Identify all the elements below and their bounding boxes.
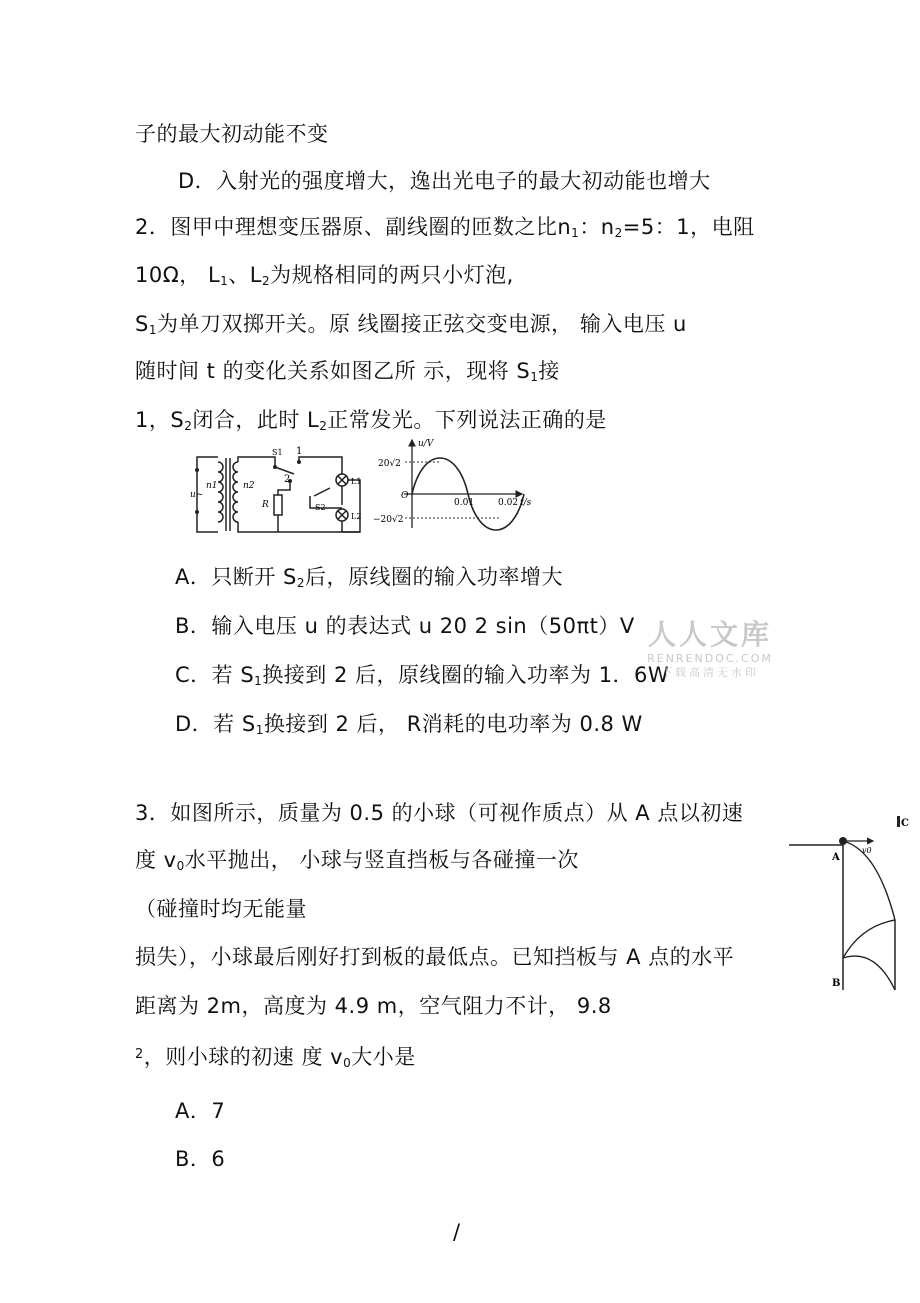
q3-text: 水平抛出， 小球与竖直挡板与各碰撞一次 (184, 848, 579, 872)
subscript: 1 (255, 723, 264, 737)
label-v0: v0 (862, 846, 872, 855)
circuit-diagram (190, 440, 375, 540)
label-pos-1: 1 (296, 446, 303, 457)
corner-mark (897, 816, 900, 827)
q3-option-b: B．6 (175, 1147, 226, 1171)
option-text: 换接到 2 后， R消耗的电功率为 0.8 W (263, 712, 643, 736)
q2-text: =5：1，电阻 (622, 215, 755, 239)
origin-label: O (401, 491, 409, 501)
q2-text: 接 (538, 359, 560, 383)
q3-line-4: 损失），小球最后刚好打到板的最低点。已知挡板与 A 点的水平 (135, 945, 735, 969)
q2-text: ：n (579, 215, 615, 239)
wire-to-lamps (299, 457, 342, 474)
watermark-note: 下载高清无水印 (661, 666, 759, 679)
prev-option-d: D．入射光的强度增大，逸出光电子的最大初动能也增大 (178, 169, 711, 193)
subscript: 1 (148, 323, 157, 337)
trajectory-3 (843, 956, 895, 990)
label-s2: S2 (315, 503, 326, 512)
label-n2: n2 (243, 481, 255, 491)
q2-text: 为单刀双掷开关。原 线圈接正弦交变电源， 输入电压 u (156, 312, 687, 336)
q2-text: 10Ω， L (135, 263, 221, 287)
q2-option-d (175, 710, 643, 744)
x-tick-2: 0.02 (498, 498, 519, 508)
q2-option-b: B．输入电压 u 的表达式 u 20 2 sin（50πt）V (175, 614, 635, 638)
switch-s1-pivot (273, 465, 277, 469)
q2-text: 闭合，此时 L (192, 408, 320, 432)
switch-s1-blade (275, 467, 294, 474)
y-min-label: −20√2 (373, 515, 404, 525)
option-text: 换接到 2 后，原线圈的输入功率为 1．6W (262, 663, 670, 687)
watermark-site: RENRENDOC.COM (647, 652, 773, 665)
resistor-r (274, 495, 282, 515)
trajectory-2 (843, 920, 895, 958)
subscript: 2 (262, 274, 271, 288)
label-a: A (832, 852, 840, 863)
subscript: 2 (184, 419, 193, 433)
subscript: 0 (343, 1056, 352, 1070)
page-mark: / (453, 1220, 461, 1244)
projectile-figure (785, 808, 915, 993)
q2-line-3 (135, 310, 687, 344)
secondary-wire (238, 457, 275, 467)
terminal (195, 468, 199, 472)
q2-text: S (135, 312, 149, 336)
q2-text: 2．图甲中理想变压器原、副线圈的匝数之比n (135, 215, 572, 239)
watermark (645, 618, 775, 688)
switch-s2-blade (314, 488, 330, 496)
label-n1: n1 (206, 481, 218, 491)
subscript: 2 (319, 419, 328, 433)
subscript: 1 (530, 370, 539, 384)
q3-text: 度 v (135, 848, 177, 872)
label-s1: S1 (272, 448, 283, 457)
label-b: B (832, 978, 841, 989)
q3-line-6 (135, 1041, 416, 1077)
subscript: 1 (254, 674, 263, 688)
q2-option-c (175, 661, 669, 695)
q3-line-3: （碰撞时均无能量 (135, 897, 307, 921)
q2-line-4 (135, 357, 560, 391)
option-text: C．若 S (175, 663, 255, 687)
q3-line-1: 3．如图所示，质量为 0.5 的小球（可视作质点）从 A 点以初速 (135, 801, 744, 825)
q3-line-5: 距离为 2m，高度为 4.9 m，空气阻力不计， 9.8 (135, 994, 612, 1018)
watermark-title: 人人文库 (647, 618, 772, 651)
option-text: 后，原线圈的输入功率增大 (305, 565, 564, 589)
wire (342, 480, 360, 532)
voltage-graph (372, 436, 537, 532)
x-axis-label: t/s (520, 498, 532, 508)
q3-text: ，则小球的初速 度 v (143, 1045, 344, 1069)
label-l2: L2 (351, 512, 362, 521)
subscript: 2 (614, 226, 623, 240)
q2-text: 、L (228, 263, 262, 287)
switch-s1-contact-1 (297, 460, 301, 464)
label-pos-2: 2 (284, 474, 291, 485)
q2-line-2 (135, 261, 514, 295)
option-text: A．只断开 S (175, 565, 297, 589)
q2-option-a (175, 563, 563, 597)
y-axis-label: u/V (418, 439, 434, 449)
label-r: R (262, 500, 269, 510)
q3-line-2 (135, 846, 579, 880)
q2-text: 1，S (135, 408, 185, 432)
option-text: D．若 S (175, 712, 256, 736)
q2-text: 随时间 t 的变化关系如图乙所 示，现将 S (135, 359, 531, 383)
q2-text: 为规格相同的两只小灯泡, (270, 263, 514, 287)
q3-text: 大小是 (351, 1045, 416, 1069)
primary-coil (218, 462, 223, 522)
subscript: 0 (176, 859, 185, 873)
subscript: 2 (296, 576, 306, 590)
subscript: 1 (220, 274, 229, 288)
x-tick-1: 0.01 (454, 498, 475, 508)
label-u: u~ (190, 490, 204, 500)
secondary-coil (233, 462, 238, 522)
label-l1: L1 (351, 477, 362, 486)
q3-option-a: A．7 (175, 1099, 226, 1123)
label-c: C (901, 818, 909, 829)
subscript: 1 (571, 226, 580, 240)
y-max-label: 20√2 (378, 459, 401, 469)
superscript: 2 (135, 1047, 144, 1062)
q2-line-5 (135, 406, 607, 440)
prev-question-tail: 子的最大初动能不变 (135, 122, 329, 146)
q2-line-1 (135, 213, 755, 247)
terminal (195, 510, 199, 514)
q2-text: 正常发光。下列说法正确的是 (327, 408, 607, 432)
